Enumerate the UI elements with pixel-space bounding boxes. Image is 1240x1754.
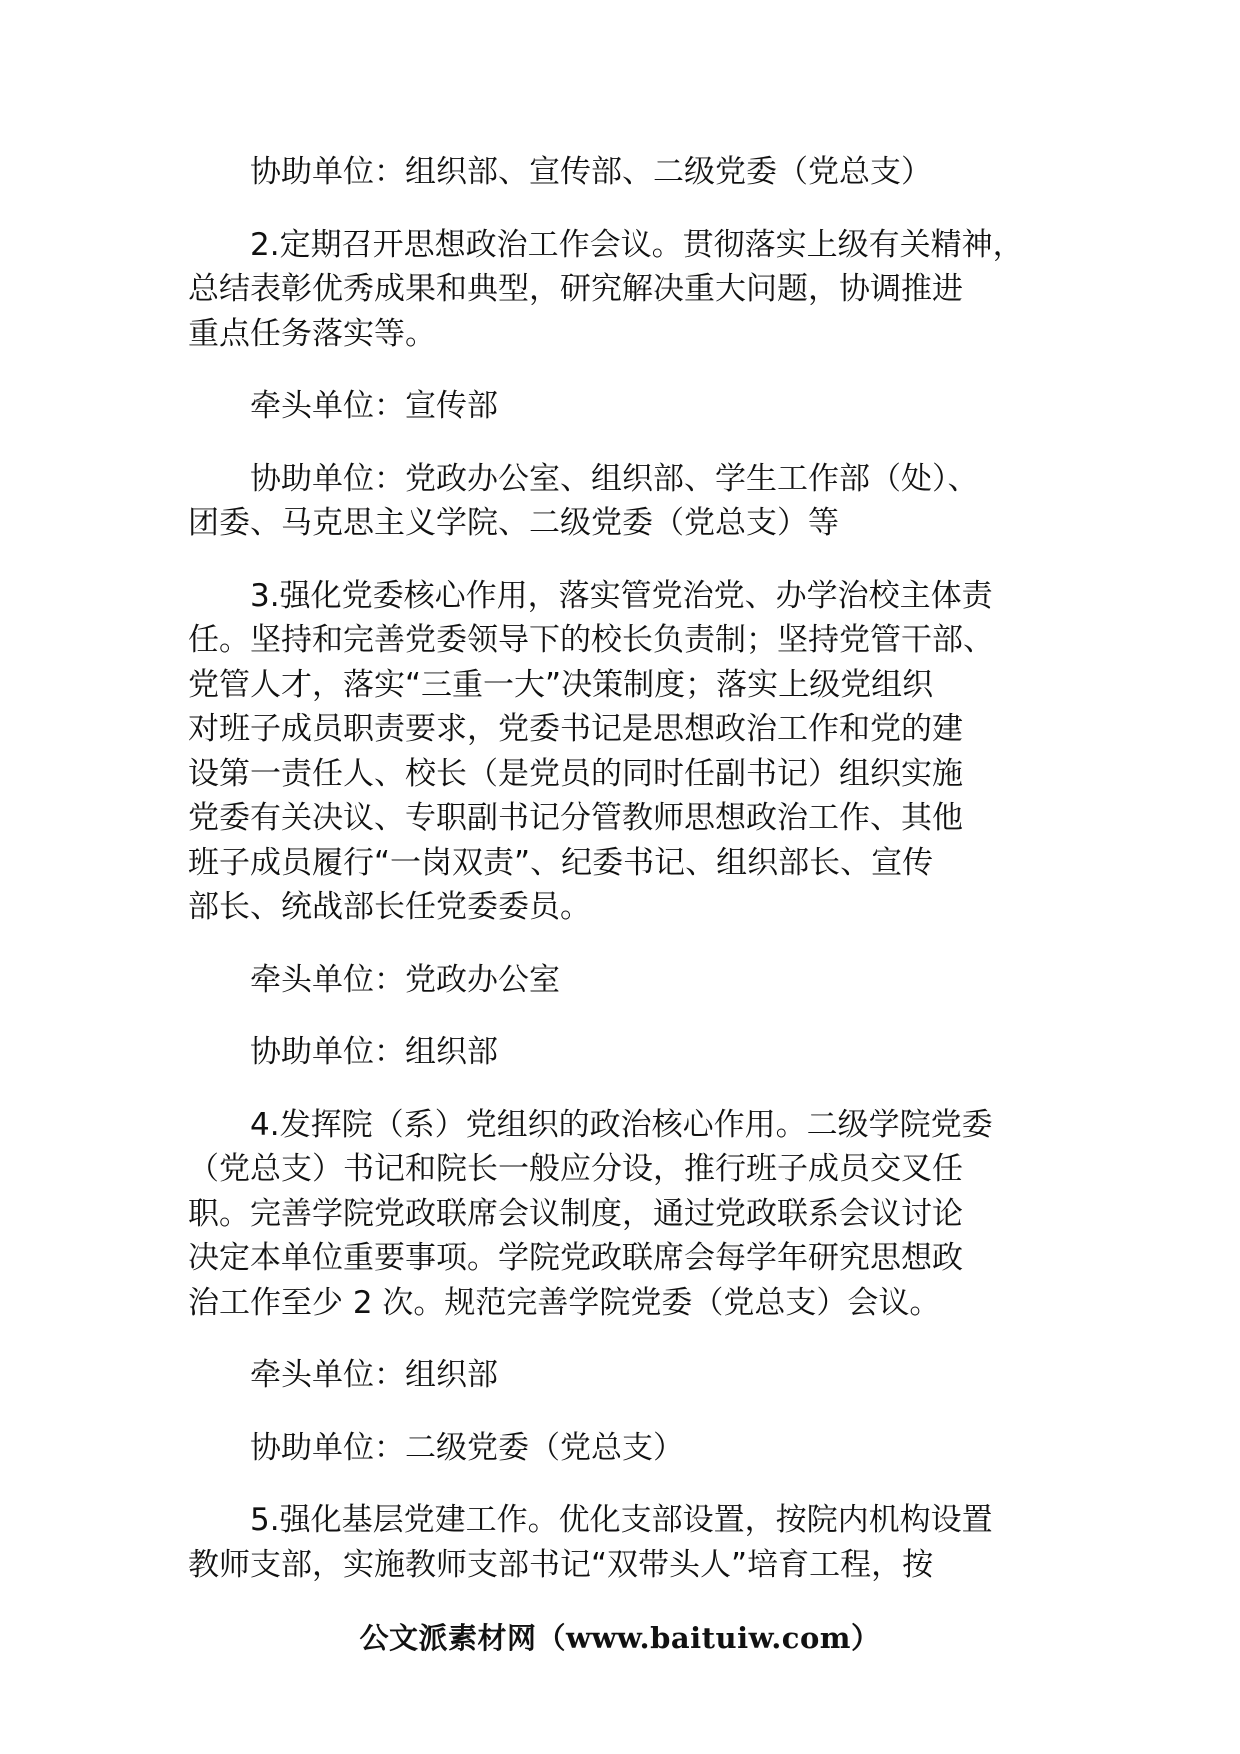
paragraph-line: 4.发挥院（系）党组织的政治核心作用。二级学院党委 — [250, 1106, 993, 1143]
paragraph-line: 协助单位：组织部 — [250, 1034, 498, 1070]
paragraph-line: 任。坚持和完善党委领导下的校长负责制；坚持党管干部、 — [188, 622, 994, 658]
paragraph-line: 3.强化党委核心作用，落实管党治党、办学治校主体责 — [250, 577, 993, 614]
paragraph-line: 协助单位：组织部、宣传部、二级党委（党总支） — [250, 154, 932, 190]
paragraph-3 — [188, 384, 1088, 429]
paragraph-line: 协助单位：党政办公室、组织部、学生工作部（处）、 — [250, 460, 979, 497]
paragraph-line: 团委、马克思主义学院、二级党委（党总支）等 — [188, 505, 839, 541]
page-footer: 公文派素材网（www.baituiw.com） — [359, 1621, 881, 1655]
paragraph-line: 党委有关决议、专职副书记分管教师思想政治工作、其他 — [188, 800, 963, 836]
paragraph-2 — [188, 223, 1088, 357]
paragraph-line: 职。完善学院党政联席会议制度，通过党政联系会议讨论 — [188, 1195, 963, 1232]
paragraph-line: 5.强化基层党建工作。优化支部设置，按院内机构设置 — [250, 1502, 993, 1538]
paragraph-line: 教师支部，实施教师支部书记“双带头人”培育工程，按 — [188, 1546, 934, 1583]
paragraph-line: 2.定期召开思想政治工作会议。贯彻落实上级有关精神， — [250, 226, 1024, 263]
paragraph-8 — [188, 1103, 1088, 1326]
paragraph-9 — [188, 1353, 1088, 1398]
paragraph-line: 决定本单位重要事项。学院党政联席会每学年研究思想政 — [188, 1240, 963, 1276]
paragraph-line: 治工作至少 2 次。规范完善学院党委（党总支）会议。 — [188, 1284, 941, 1321]
paragraph-line: 班子成员履行“一岗双责”、纪委书记、组织部长、宣传 — [188, 844, 934, 881]
document-body — [188, 150, 1088, 1615]
paragraph-7 — [188, 1030, 1088, 1075]
paragraph-line: 党管人才，落实“三重一大”决策制度；落实上级党组织 — [188, 666, 934, 703]
paragraph-line: 总结表彰优秀成果和典型，研究解决重大问题，协调推进 — [188, 271, 963, 307]
paragraph-5 — [188, 574, 1088, 930]
paragraph-line: （党总支）书记和院长一般应分设，推行班子成员交叉任 — [188, 1151, 963, 1187]
paragraph-line: 协助单位：二级党委（党总支） — [250, 1429, 684, 1466]
paragraph-11 — [188, 1498, 1088, 1587]
paragraph-4 — [188, 457, 1088, 546]
paragraph-line: 部长、统战部长任党委委员。 — [188, 889, 591, 925]
paragraph-line: 设第一责任人、校长（是党员的同时任副书记）组织实施 — [188, 755, 963, 792]
paragraph-10 — [188, 1426, 1088, 1471]
paragraph-line: 重点任务落实等。 — [188, 315, 436, 352]
paragraph-6 — [188, 958, 1088, 1003]
paragraph-line: 牵头单位：组织部 — [250, 1357, 498, 1393]
paragraph-1 — [188, 150, 1088, 195]
paragraph-line: 对班子成员职责要求，党委书记是思想政治工作和党的建 — [188, 711, 963, 747]
paragraph-line: 牵头单位：党政办公室 — [250, 961, 560, 998]
paragraph-line: 牵头单位：宣传部 — [250, 388, 498, 424]
